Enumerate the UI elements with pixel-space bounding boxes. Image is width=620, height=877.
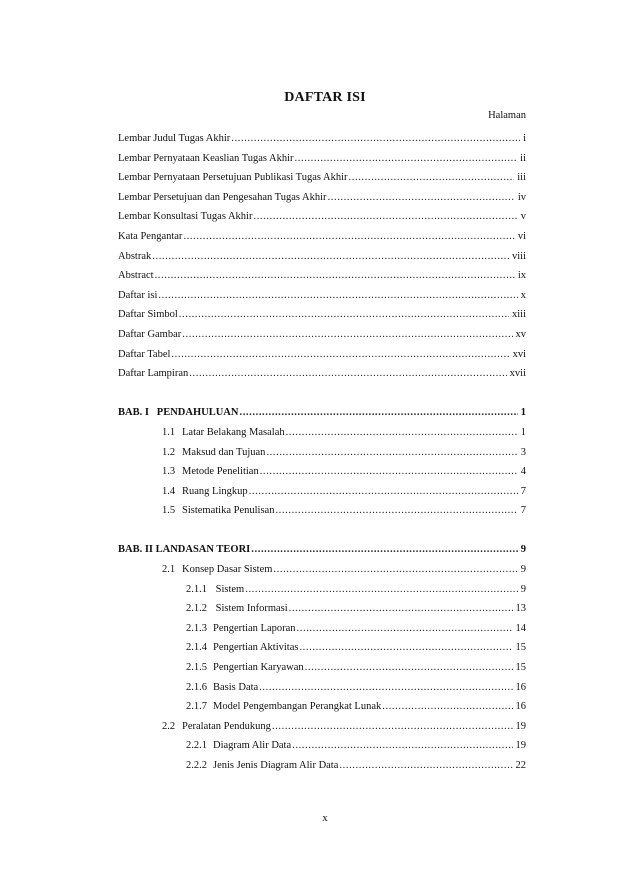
toc-entry-pernyataan-keaslian: Lembar Pernyataan Keaslian Tugas Akhir ..... ii (118, 149, 526, 169)
toc-section-1-2: 1.2 Maksud dan Tujuan ..... 3 (118, 443, 526, 463)
toc-subsection-2-1-4: 2.1.4 Pengertian Aktivitas ..... 15 (118, 638, 526, 658)
page-title: DAFTAR ISI (284, 90, 366, 105)
toc-section-2-1: 2.1 Konsep Dasar Sistem ..... 9 (118, 560, 526, 580)
toc-entry-daftar-lampiran: Daftar Lampiran ..... xvii (118, 364, 526, 384)
toc-subsection-2-2-1: 2.2.1 Diagram Alir Data ..... 19 (118, 736, 526, 756)
toc-entry-daftar-simbol: Daftar Simbol ..... xiii (118, 305, 526, 325)
toc-subsection-2-1-6: 2.1.6 Basis Data ..... 16 (118, 678, 526, 698)
toc-subsection-2-1-5: 2.1.5 Pengertian Karyawan ..... 15 (118, 658, 526, 678)
toc-subsection-2-1-1: 2.1.1 Sistem ..... 9 (118, 580, 526, 600)
toc-entry-persetujuan-pengesahan: Lembar Persetujuan dan Pengesahan Tugas Akhir ..... iv (118, 188, 526, 208)
toc-subsection-2-1-2: 2.1.2 Sistem Informasi ..... 13 (118, 599, 526, 619)
toc-entry-lembar-judul: Lembar Judul Tugas Akhir ..... i (118, 129, 526, 149)
toc-section-2-2: 2.2 Peralatan Pendukung ..... 19 (118, 717, 526, 737)
page-number-footer: x (322, 812, 328, 824)
toc-chapter-bab-1: BAB. I PENDAHULUAN ..... 1 (118, 403, 526, 423)
toc-entry-kata-pengantar: Kata Pengantar ..... vi (118, 227, 526, 247)
toc-entry-daftar-tabel: Daftar Tabel ..... xvi (118, 345, 526, 365)
toc-entry-persetujuan-publikasi: Lembar Pernyataan Persetujuan Publikasi Tugas Akhir ..... iii (118, 168, 526, 188)
toc-entry-abstrak: Abstrak ..... viii (118, 247, 526, 267)
toc-subsection-2-2-2: 2.2.2 Jenis Jenis Diagram Alir Data ..... 22 (118, 756, 526, 776)
toc-entry-abstract: Abstract ..... ix (118, 266, 526, 286)
toc-subsection-2-1-3: 2.1.3 Pengertian Laporan ..... 14 (118, 619, 526, 639)
toc-section-1-1: 1.1 Latar Belakang Masalah ..... 1 (118, 423, 526, 443)
toc-entry-daftar-isi: Daftar isi ..... x (118, 286, 526, 306)
toc-subsection-2-1-7: 2.1.7 Model Pengembangan Perangkat Lunak ..... 16 (118, 697, 526, 717)
toc-entry-daftar-gambar: Daftar Gambar ..... xv (118, 325, 526, 345)
toc-chapter-bab-2: BAB. II LANDASAN TEORI ..... 9 (118, 540, 526, 560)
table-of-contents (118, 129, 526, 776)
toc-section-1-3: 1.3 Metode Penelitian ..... 4 (118, 462, 526, 482)
toc-section-1-4: 1.4 Ruang Lingkup ..... 7 (118, 482, 526, 502)
toc-entry-konsultasi: Lembar Konsultasi Tugas Akhir ..... v (118, 207, 526, 227)
toc-section-1-5: 1.5 Sistematika Penulisan ..... 7 (118, 501, 526, 521)
halaman-label: Halaman (488, 110, 526, 121)
